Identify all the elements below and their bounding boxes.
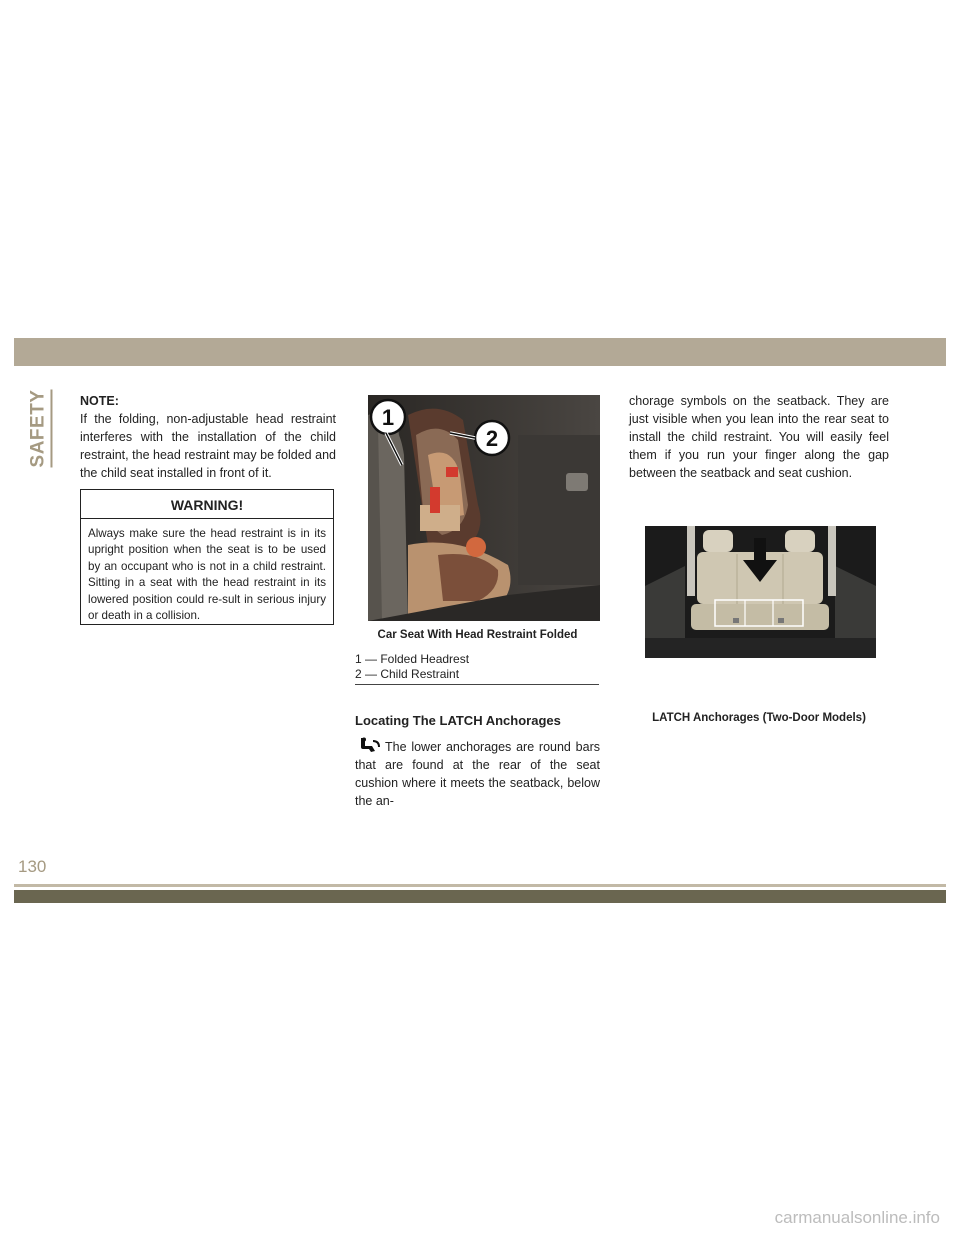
warning-text: Always make sure the head restraint is in its upright position when the seat is to be used by an occupant who is not in a child restraint. Sitting in a seat with the head restraint in its lowered position could re-sult in serious injury or death in a collision. [88, 527, 326, 623]
warning-box [80, 489, 334, 625]
warning-title: WARNING! [81, 490, 333, 519]
page-number: 130 [18, 857, 47, 876]
figure1-caption: Car Seat With Head Restraint Folded [377, 629, 578, 641]
note-block [80, 392, 336, 482]
callout-1: 1 [381, 405, 395, 430]
figure2-caption: LATCH Anchorages (Two-Door Models) [652, 712, 866, 724]
legend-item-folded-headrest: 1 — Folded Headrest [355, 652, 470, 666]
rear-seat-illustration [645, 526, 876, 658]
legend-item-child-restraint: 2 — Child Restraint [355, 667, 460, 681]
section-tab-label: SAFETY [28, 389, 53, 467]
car-seat-illustration [368, 395, 600, 621]
section-heading: Locating The LATCH Anchorages [355, 713, 561, 728]
latch-anchor-icon [355, 739, 385, 753]
watermark: carmanualsonline.info [774, 1208, 940, 1227]
note-text: If the folding, non-adjustable head restraint interferes with the installation of the child restraint, the head restraint may be folded and the child seat installed in front of it. [80, 412, 336, 480]
header-band [14, 338, 946, 366]
latch-anchorages-photo [645, 526, 876, 658]
latch-text: The lower anchorages are round bars that are found at the rear of the seat cushion where it meets the seatback, below the an- [355, 740, 600, 808]
continued-text: chorage symbols on the seatback. They are just visible when you lean into the rear seat to install the child restraint. You will easily feel them if you run your finger along the gap between the seatback and seat cushion. [629, 394, 889, 480]
note-heading: NOTE: [80, 394, 119, 408]
footer-rule [14, 884, 946, 887]
continued-block [629, 392, 889, 482]
section-tab [18, 389, 62, 467]
latch-paragraph [355, 738, 600, 810]
car-seat-photo [368, 395, 600, 621]
callout-2: 2 [485, 426, 499, 451]
figure1-legend [355, 652, 599, 685]
footer-band [14, 890, 946, 903]
